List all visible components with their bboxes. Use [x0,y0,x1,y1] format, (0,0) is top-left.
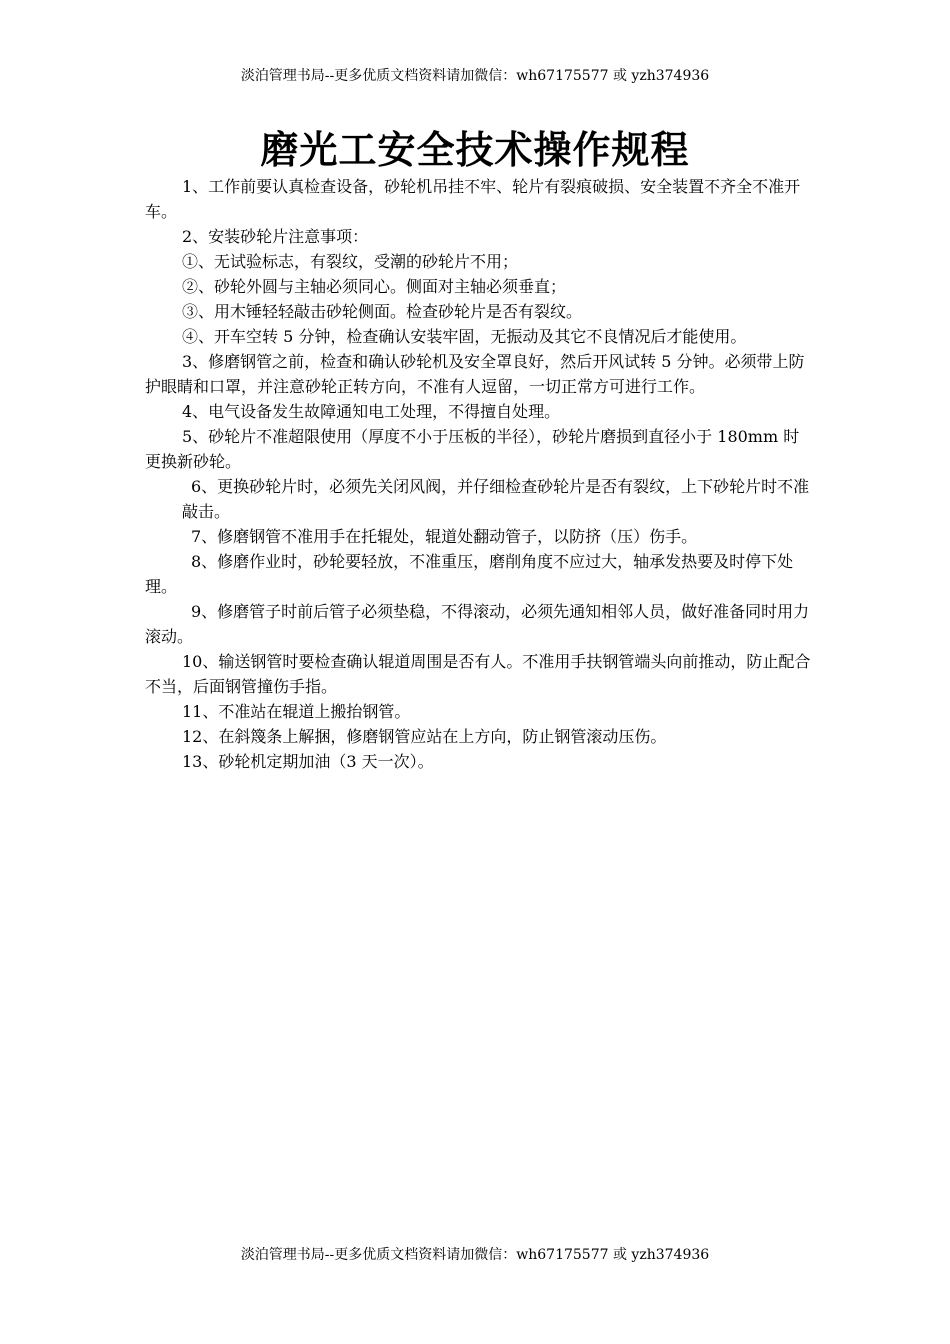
rule-paragraph-9: 9、修磨管子时前后管子必须垫稳，不得滚动，必须先通知相邻人员，做好准备同时用力滚动。 [145,602,810,646]
page-footer: 淡泊管理书局--更多优质文档资料请加微信：wh67175577 或 yzh374936 [240,1247,710,1263]
rule-paragraph-13: 13、砂轮机定期加油（3 天一次）。 [182,752,434,771]
rule-paragraph-11: 11、不准站在辊道上搬抬钢管。 [182,702,411,721]
rule-paragraph-12: 12、在斜篾条上解捆，修磨钢管应站在上方向，防止钢管滚动压伤。 [182,727,667,746]
rule-paragraph-6: 6、更换砂轮片时，必须先关闭风阀，并仔细检查砂轮片是否有裂纹，上下砂轮片时不准敲击。 [182,477,810,521]
rule-paragraph-2: 2、安装砂轮片注意事项： [182,227,369,246]
rule-paragraph-7: 7、修磨钢管不准用手在托辊处，辊道处翻动管子，以防挤（压）伤手。 [191,527,698,546]
rule-subitem-2: ②、砂轮外圆与主轴必须同心。侧面对主轴必须垂直； [182,277,567,296]
rule-subitem-1: ①、无试验标志，有裂纹，受潮的砂轮片不用； [182,252,519,271]
page-header: 淡泊管理书局--更多优质文档资料请加微信：wh67175577 或 yzh374936 [240,68,710,84]
rule-subitem-3: ③、用木锤轻轻敲击砂轮侧面。检查砂轮片是否有裂纹。 [182,302,583,321]
rule-paragraph-8: 8、修磨作业时，砂轮要轻放，不准重压，磨削角度不应过大，轴承发热要及时停下处理。 [145,552,794,596]
rule-paragraph-5: 5、砂轮片不准超限使用（厚度不小于压板的半径），砂轮片磨损到直径小于 180mm 时更换新砂轮。 [145,427,800,471]
rule-subitem-4: ④、开车空转 5 分钟，检查确认安装牢固，无振动及其它不良情况后才能使用。 [182,327,747,346]
rule-paragraph-1: 1、工作前要认真检查设备，砂轮机吊挂不牢、轮片有裂痕破损、安全装置不齐全不准开车。 [145,177,801,221]
rule-paragraph-4: 4、电气设备发生故障通知电工处理，不得擅自处理。 [182,402,561,421]
rule-paragraph-3: 3、修磨钢管之前，检查和确认砂轮机及安全罩良好，然后开风试转 5 分钟。必须带上防护眼睛和口罩，并注意砂轮正转方向，不准有人逗留，一切正常方可进行工作。 [145,352,805,396]
document-title: 磨光工安全技术操作规程 [260,127,690,172]
document-body [145,174,813,774]
rule-paragraph-10: 10、输送钢管时要检查确认辊道周围是否有人。不准用手扶钢管端头向前推动，防止配合不当，后面钢管撞伤手指。 [145,652,811,696]
